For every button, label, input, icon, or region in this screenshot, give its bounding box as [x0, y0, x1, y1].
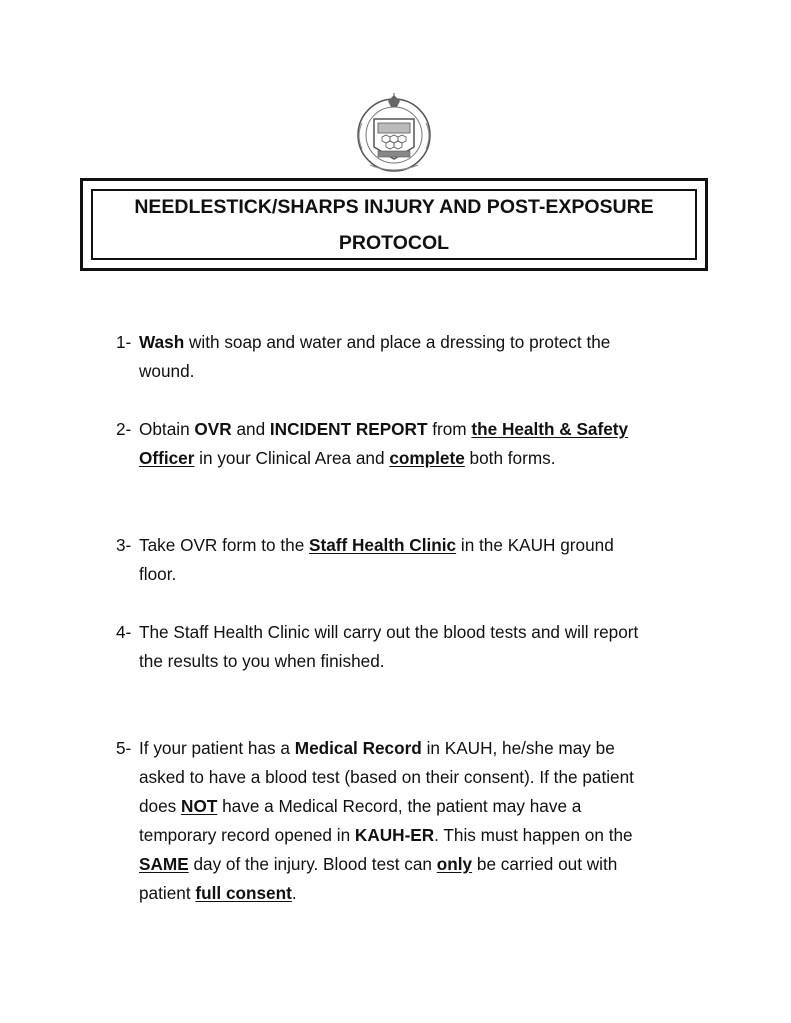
step-text: If your patient has a: [139, 738, 295, 758]
protocol-step-1: [116, 328, 716, 386]
step-text: in your Clinical Area and: [194, 448, 390, 468]
step-keyword: Medical Record: [294, 738, 422, 758]
step-keyword: full consent: [195, 883, 292, 903]
step-text: have a Medical Record, the patient may have a: [217, 796, 582, 816]
step-text: Take OVR form to the: [139, 535, 310, 555]
step-keyword: the Health & Safety: [471, 419, 629, 439]
step-text: patient: [139, 883, 196, 903]
step-text: both forms.: [464, 448, 556, 468]
step-text: the results to you when finished.: [139, 651, 385, 671]
step-text: asked to have a blood test (based on their consent). If the patient: [139, 767, 634, 787]
step-keyword: Wash: [139, 332, 185, 352]
protocol-step-3: [116, 531, 716, 589]
university-seal-icon: [348, 93, 440, 175]
step-text: .: [291, 883, 297, 903]
step-text: wound.: [139, 361, 195, 381]
step-keyword: SAME: [139, 854, 189, 874]
step-keyword: NOT: [181, 796, 218, 816]
protocol-step-4: [116, 618, 716, 676]
step-text: day of the injury. Blood test can: [188, 854, 437, 874]
step-keyword: OVR: [194, 419, 232, 439]
protocol-step-2: [116, 415, 716, 473]
step-keyword: Officer: [139, 448, 195, 468]
step-text: with soap and water and place a dressing to protect the: [184, 332, 611, 352]
step-keyword: only: [436, 854, 473, 874]
step-text: temporary record opened in: [139, 825, 355, 845]
document-title-line-1: NEEDLESTICK/SHARPS INJURY AND POST-EXPOSURE: [134, 195, 654, 218]
step-text: in the KAUH ground: [456, 535, 614, 555]
step-keyword: Staff Health Clinic: [309, 535, 457, 555]
step-number: 2-: [116, 419, 132, 439]
step-text: does: [139, 796, 182, 816]
step-text: . This must happen on the: [434, 825, 633, 845]
step-text: floor.: [139, 564, 177, 584]
step-keyword: complete: [389, 448, 465, 468]
step-number: 1-: [116, 332, 132, 352]
step-number: 4-: [116, 622, 132, 642]
document-title-line-2: PROTOCOL: [338, 231, 450, 254]
protocol-step-5: [116, 734, 716, 908]
step-number: 3-: [116, 535, 132, 555]
step-number: 5-: [116, 738, 132, 758]
title-box: [80, 178, 708, 271]
title-inner-box: [91, 189, 697, 260]
step-text: The Staff Health Clinic will carry out the blood tests and will report: [139, 622, 639, 642]
step-text: Obtain: [139, 419, 195, 439]
step-text: be carried out with: [472, 854, 618, 874]
step-text: in KAUH, he/she may be: [421, 738, 615, 758]
step-text: and: [231, 419, 270, 439]
step-keyword: KAUH-ER: [354, 825, 435, 845]
step-keyword: INCIDENT REPORT: [269, 419, 428, 439]
step-text: from: [427, 419, 472, 439]
